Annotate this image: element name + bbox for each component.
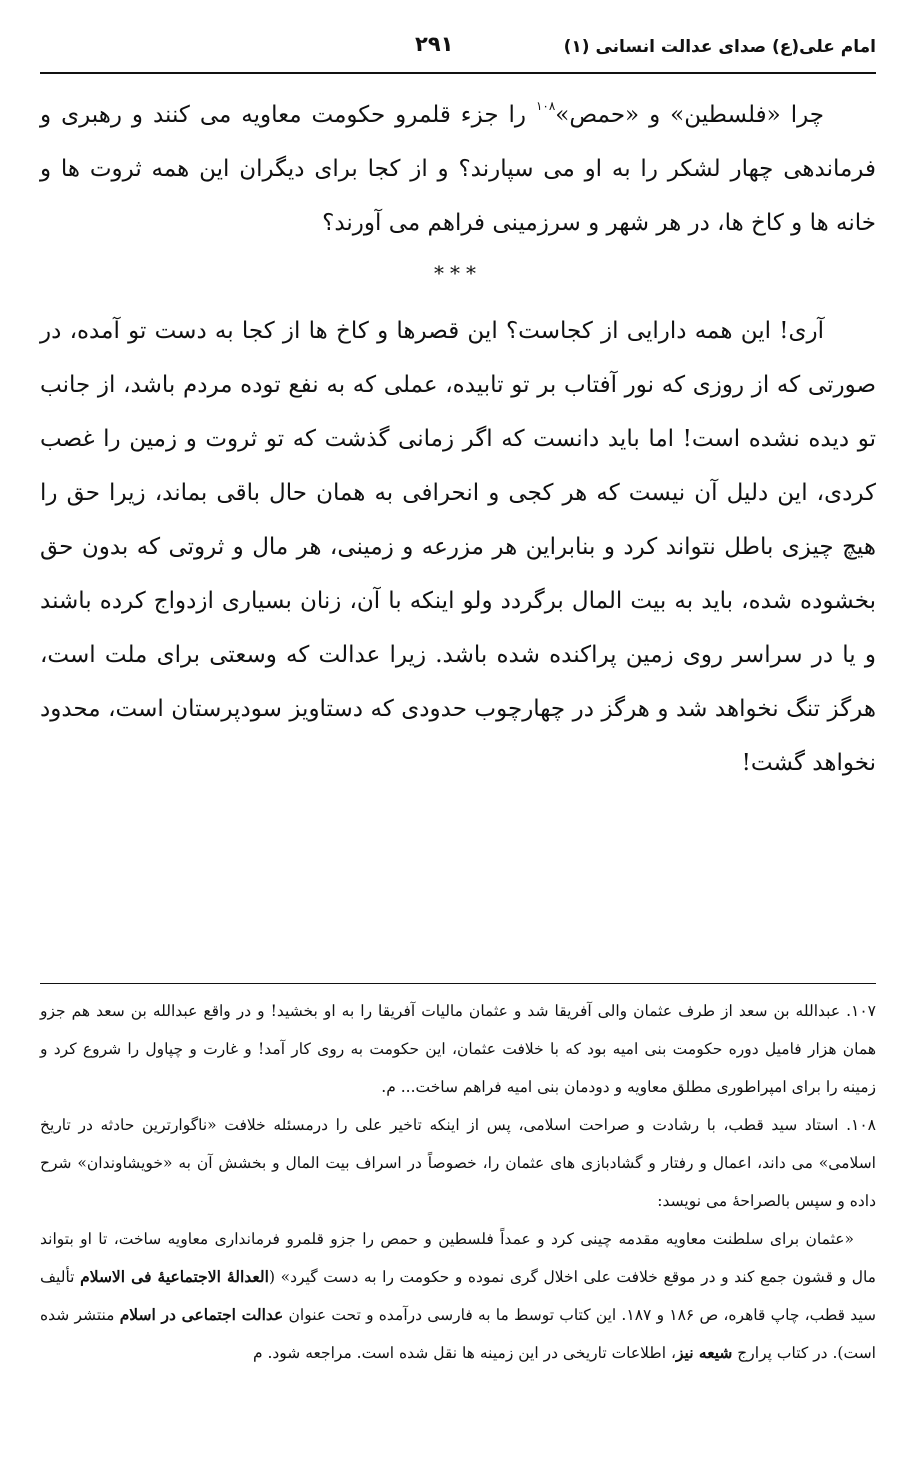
paragraph-1 <box>40 88 876 250</box>
footnote-divider <box>40 983 876 984</box>
quote-text-4: ، اطلاعات تاریخی در این زمینه ها نقل شده است. مراجعه شود. م <box>252 1344 676 1362</box>
running-header <box>40 22 876 72</box>
book-title-shia: شیعه نیز <box>675 1343 733 1362</box>
header-divider <box>40 72 876 74</box>
book-page <box>40 0 876 1479</box>
header-title: امام علی(ع) صدای عدالت انسانی (۱) <box>563 37 876 57</box>
paragraph-1-rest: را جزء قلمرو حکومت معاویه می کنند و رهبری و فرماندهی چهار لشکر را به او می سپارند؟ و از کجا برای دیگران این همه ثروت ها و خانه ها و کاخ ها، در هر شهر و سرزمینی فراهم می آورند؟ <box>40 102 876 236</box>
footnote-108: ۱۰۸. استاد سید قطب، با رشادت و صراحت اسلامی، پس از اینکه تاخیر علی را درمسئله خلافت «ناگوارترین حادثه در تاریخ اسلامی» می داند، اعمال و رفتار و گشادبازی های عثمان را، خصوصاً در اسراف بیت المال و بخشش آن به «خویشاوندان» شرح داده و سپس بالصراحهٔ می نویسد: <box>40 1116 876 1210</box>
quote-text-3: منتشر شده است). در کتاب پرارج <box>40 1306 876 1362</box>
section-separator: *** <box>434 261 482 285</box>
quote-text-2: تألیف سید قطب، چاپ قاهره، ص ۱۸۶ و ۱۸۷. این کتاب توسط ما به فارسی درآمده و تحت عنوان <box>40 1268 877 1324</box>
footnote-107: ۱۰۷. عبدالله بن سعد از طرف عثمان والی آفریقا شد و عثمان مالیات آفریقا را به او بخشید! و در واقع عبدالله بن سعد هم جزو همان هزار فامیل دوره حکومت بنی امیه بود که با خلافت عثمان، این حکومت به روی کار آمد! و غارت و چپاول را شروع کرد و زمینه را برای امپراطوری مطلق معاویه و دودمان بنی امیه فراهم ساخت... م. <box>40 1002 876 1096</box>
paragraph-2: آری! این همه دارایی از کجاست؟ این قصرها و کاخ ها از کجا به دست تو آمده، در صورتی که از روزی که نور آفتاب بر تو تابیده، عملی که به نفع توده مردم باشد، از جانب تو دیده نشده است! اما باید دانست که اگر زمانی گذشت که تو ثروت و زمین را غصب کردی، این دلیل آن نیست که هر کجی و انحرافی به همان حال باقی بماند، زیرا حق را هیچ چیزی باطل نتواند کرد و بنابراین هر مزرعه و زمینی، هر مال و ثروتی که بدون حق بخشوده شده، باید به بیت المال برگردد ولو اینکه با آن، زنان بسیاری ازدواج کرده باشند و یا در سراسر روی زمین پراکنده شده باشد. زیرا عدالت که وسعتی برای ملت است، هرگز تنگ نخواهد شد و هرگز در چهارچوب حدودی که دستاویز سودپرستان است، محدود نخواهد گشت! <box>40 318 876 776</box>
footnote-ref-108[interactable]: ۱۰۸ <box>535 99 556 113</box>
paragraph-1-start: چرا «فلسطین» و «حمص» <box>555 102 824 128</box>
book-title-persian: عدالت اجتماعی در اسلام <box>119 1305 284 1324</box>
quote-text-1: «عثمان برای سلطنت معاویه مقدمه چینی کرد و عمداً فلسطین و حمص را جزو قلمرو فرمانداری معاویه ساخت، تا او بتواند مال و قشون جمع کند و در موقع خلافت علی اخلال گری نموده و حکومت را به دست گیرد» ( <box>40 1230 876 1286</box>
page-number: ۲۹۱ <box>415 32 454 56</box>
main-text <box>40 88 876 790</box>
footnotes <box>40 992 876 1372</box>
book-title-arabic: العدالهٔ الاجتماعیهٔ فی الاسلام <box>80 1267 269 1286</box>
footnote-108-quote <box>40 1220 876 1372</box>
